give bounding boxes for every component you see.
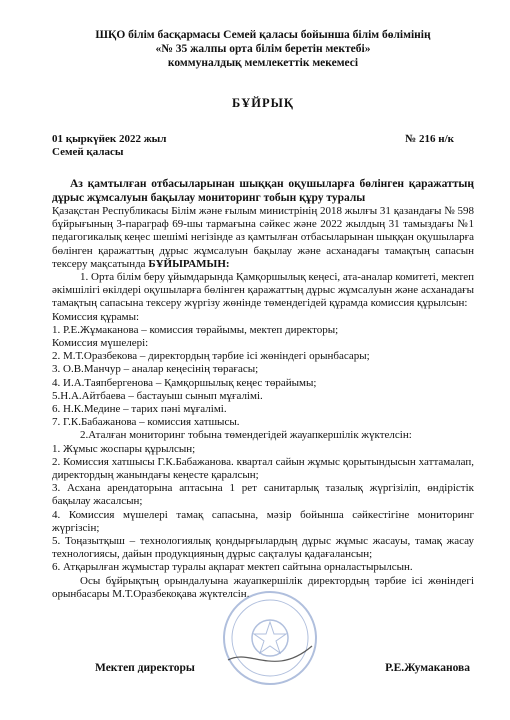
- control-paragraph: Осы бұйрықтың орындалуына жауапкершілік директордың тәрбие ісі жөніндегі орынбасары М.Т.Оразбекоқава жүктелсін.: [52, 574, 474, 600]
- duty-line: 4. Комиссия мүшелері тамақ сапасына, мәзір бойынша сәйкестігіне мониторинг жүргізсін;: [52, 508, 474, 534]
- duty-line: 6. Атқарылған жұмыстар туралы ақпарат мектеп сайтына орналастырылсын.: [52, 561, 413, 574]
- document-title: БҰЙРЫҚ: [232, 96, 294, 110]
- member-line: 5.Н.А.Айтбаева – бастауыш сынып мұғалімі.: [52, 389, 263, 402]
- document-city: Семей қаласы: [52, 146, 124, 158]
- duty-line: 3. Асхана арендаторына аптасына 1 рет санитарлық тазалық жүргізіліп, өндірістік бақылау жасалсын;: [52, 482, 474, 508]
- signatory-position: Мектеп директоры: [95, 662, 195, 674]
- item-2-paragraph: 2.Аталған мониторинг тобына төмендегідей жауапкершілік жүктелсін:: [80, 429, 412, 442]
- member-line: 2. М.Т.Оразбекова – директордың тәрбие ісі жөніндегі орынбасары;: [52, 350, 370, 363]
- member-line: 7. Г.К.Бабажанова – комиссия хатшысы.: [52, 416, 240, 429]
- preamble-paragraph: [52, 205, 474, 271]
- document-subject: Аз қамтылған отбасыларынан шыққан оқушыларға бөлінген қаражаттың дұрыс жұмсалуын бақылау мониторинг тобын құру туралы: [52, 178, 474, 204]
- member-line: 6. Н.К.Медине – тарих пәні мұғалімі.: [52, 403, 227, 416]
- header-line-3: коммуналдық мемлекеттік мекемесі: [167, 57, 359, 69]
- header-line-1: ШҚО білім басқармасы Семей қаласы бойынша білім бөлімінің: [95, 29, 431, 41]
- duty-line: 1. Жұмыс жоспары құрылсын;: [52, 442, 196, 455]
- duty-line: 2. Комиссия хатшысы Г.К.Бабажанова. квартал сайын жұмыс қорытындысын хаттамалап, директордың жанындағы кеңесте қаралсын;: [52, 455, 474, 482]
- organization-header: [52, 28, 474, 70]
- member-line: 3. О.В.Манчур – аналар кеңесінің төрағасы;: [52, 363, 259, 376]
- signatory-name: Р.Е.Жумаканова: [385, 662, 470, 674]
- document-date: 01 қыркүйек 2022 жыл: [52, 133, 167, 145]
- item-1-paragraph: 1. Орта білім беру ұйымдарында Қамқоршылық кеңесі, ата-аналар комитеті, мектеп әкімшілігі өкілдері оқушыларға бөлінген қаражаттың дұрыс жұмсалуын және асханадағы тамақтың сапасына тексеру жүргізу жөнінде төмендегідей құрамда комиссия құрылсын:: [52, 271, 474, 310]
- commission-label: Комиссия құрамы:: [52, 310, 140, 323]
- members-label: Комиссия мүшелері:: [52, 337, 149, 350]
- order-word: БҰЙЫРАМЫН:: [148, 257, 230, 270]
- document-body: [52, 205, 474, 601]
- document-meta: [52, 133, 474, 159]
- member-line: 4. И.А.Таяпбергенова – Қамқоршылық кеңес төрайымы;: [52, 376, 317, 389]
- preamble-text: Қазақстан Республикасы Білім және ғылым министрінің 2018 жылғы 31 қазандағы № 598 бұйрығының 3-параграф 69-шы тармағына сәйкес және 2022 жылдың 31 тамыздағы №1 педагогикалық кеңес шешімі негізінде аз қамтылған отбасыларынан шыққан оқушыларға бөлінген қаражаттың дұрыс жұмсалуын бақылау және асханадағы тамақтың сапасын тексеру мақсатында: [52, 205, 474, 270]
- document-number: № 216 н/к: [405, 133, 454, 145]
- commission-chair: 1. Р.Е.Жұмаканова – комиссия төрайымы, мектеп директоры;: [52, 323, 339, 336]
- header-line-2: «№ 35 жалпы орта білім беретін мектебі»: [155, 43, 371, 55]
- signature-block: [95, 662, 470, 674]
- duty-line: 5. Тоңазытқыш – технологиялық қондырғылардың дұрыс жұмыс жасауы, тамақ жасау технологиясы, дайын продукцияның дұрыс сақталуы қадағалансын;: [52, 535, 474, 561]
